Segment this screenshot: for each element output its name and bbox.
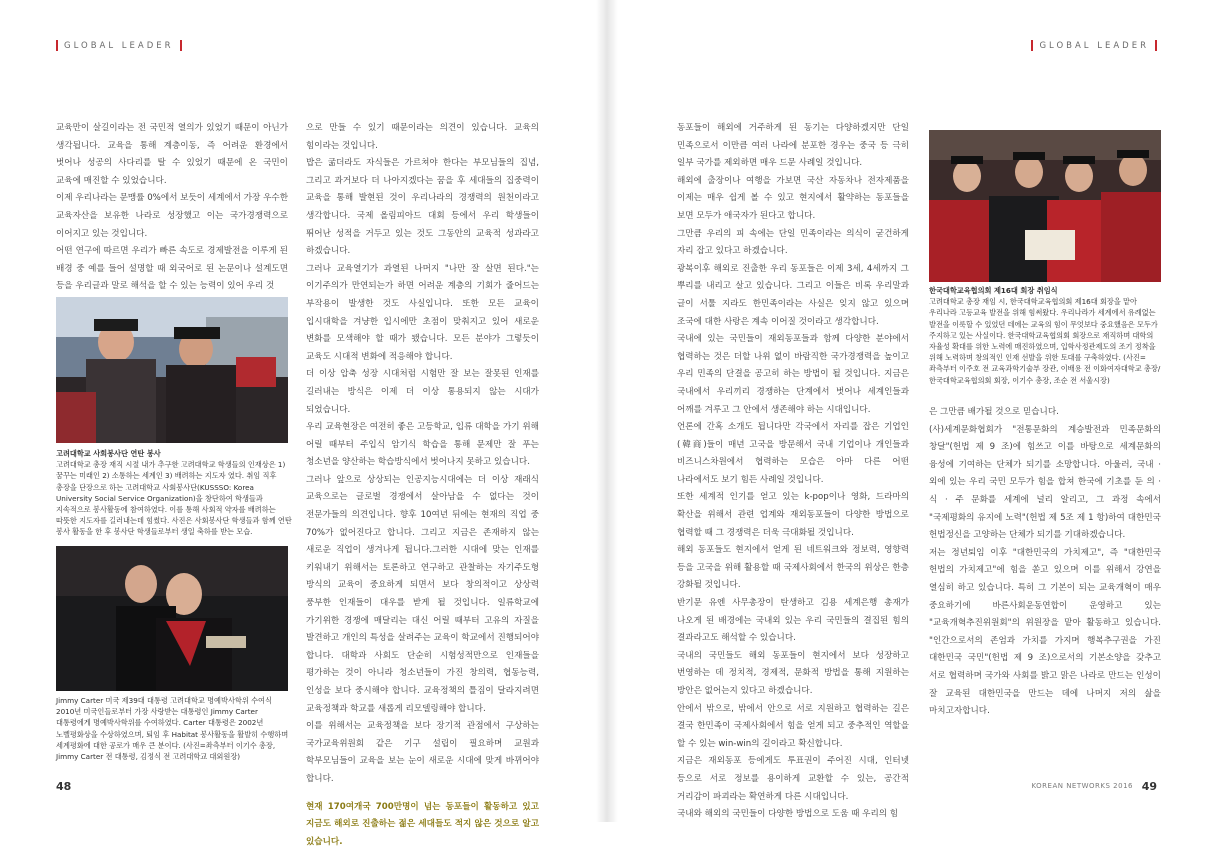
pull-quote: 현재 170여개국 700만명이 넘는 동포들이 활동하고 있고 지금도 해외로 진출하는 젊은 세대들도 적지 않은 것으로 알고 있습니다. (306, 801, 539, 847)
caption-text: Jimmy Carter 미국 제39대 대통령 고려대학교 명예박사학위 수여식 2010년 미국인들로부터 가장 사랑받는 대통령인 Jimmy Carter 대통령에게 명예박사학위를 수여하였다. Carter 대통령은 2002년 노벨평화상을 수상하였으며, 퇴임 후 Habitat 봉사활동을 활발히 수행하며 세계평화에 대한 공로가 매우 큰 분이다. (사진=좌측부터 이기수 총장, Jimmy Carter 전 대통령, 김정식 전 고려대학교 대외원장) (56, 696, 289, 762)
paragraph: 이를 위해서는 교육정책을 보다 장기적 관점에서 구상하는 국가교육위원회 같은 기구 설립이 필요하며 교원과 학부모님들이 교육을 보는 눈이 새로운 시대에 맞게 바뀌어야 합니다. (306, 721, 539, 784)
magazine-name: KOREAN NETWORKS 2016 (1031, 782, 1133, 790)
paragraph: 안에서 밖으로, 밖에서 안으로 서로 지원하고 협력하는 길은 결국 한민족이 국제사회에서 힘을 얻게 되고 중추적인 역할을 할 수 있는 win-win의 길이라고 확신합니다. (677, 703, 909, 749)
header-bar (56, 40, 58, 51)
page-number-right: 49 (1141, 780, 1157, 793)
inauguration-photo-caption (929, 285, 1165, 386)
caption-title: 고려대학교 사회봉사단 연탄 봉사 (56, 449, 161, 458)
paragraph: 으로 만들 수 있기 때문이라는 의견이 있습니다. 교육의 힘이라는 것입니다. (306, 123, 539, 151)
caption-text: 고려대학교 총장 재임 시, 한국대학교육협의회 제16대 회장을 맡아 우리나라 고등교육 발전을 위해 힘써왔다. 우리나라가 세계에서 유례없는 발전을 이룩할 수 있었던 데에는 교육의 힘이 무엇보다 중요했음은 모두가 주지하고 있는 사실이다. 한국대학교육협의회 회장으로 재직하며 대학의 자율성 확대를 위한 노력에 매진하였으며, 입학사정관제도의 조기 정착을 위해 노력하며 창의적인 인재 선발을 위한 토대를 구축하였다. (사진=좌측부터 이주호 전 교육과학기술부 장관, 이배용 전 이화여자대학교 총장/ 한국대학교육협의회 회장, 이기수 총장, 조순 전 서울시장) (929, 297, 1161, 385)
paragraph: 교육만이 살길이라는 전 국민적 열의가 있었기 때문이 아닌가 생각됩니다. 교육을 통해 계층이동, 즉 어려운 환경에서 벗어나 성공의 사다리를 탈 수 있었기 때문에 온 국민이 교육에 매진할 수 있었습니다. (56, 123, 288, 186)
paragraph: 광복이후 해외로 진출한 우리 동포들은 이제 3세, 4세까지 그 뿌리를 내리고 살고 있습니다. 그리고 이들은 비록 우리말과 글이 서툴 지라도 한민족이라는 사실은 잊지 않고 있으며 조국에 대한 사랑은 계속 이어질 것이라고 생각합니다. (677, 263, 909, 327)
paragraph: 이제 우리나라는 문맹률 0%에서 보듯이 세계에서 가장 우수한 교육자산을 보유한 나라로 성장했고 이는 국가경쟁력으로 이어지고 있는 것입니다. (56, 193, 288, 239)
paragraph: 그러나 앞으로 상상되는 인공지능시대에는 더 이상 재래식 교육으로는 글로벌 경쟁에서 살아남을 수 없다는 것이 전문가들의 의견입니다. 향후 10여년 뒤에는 현재의 직업 중 70%가 없어진다고 합니다. 그리고 지금은 존재하지 않는 새로운 직업이 생겨나게 됩니다.그러한 시대에 맞는 인재를 키워내기 위해서는 토론하고 연구하고 관찰하는 자기주도형 방식의 교육이 중요하게 되면서 보다 창의적이고 상상력 풍부한 인재들이 대우를 받게 될 것입니다. 일류학교에 가기위한 경쟁에 매달리는 대신 어릴 때부터 고유의 자질을 발견하고 개인의 특성을 살려주는 교육이 학교에서 진행되어야 합니다. 대학과 사회도 단순히 시험성적만으로 인재들을 평가하는 것이 아니라 청소년들이 가진 창의력, 협동능력, 인성을 보다 중시해야 합니다. 교육정책의 틀짐이 달라지려면 교육정책과 학교를 새롭게 리모델링해야 합니다. (306, 474, 539, 714)
right-page-header (1031, 40, 1157, 51)
inauguration-photo (929, 130, 1161, 282)
paragraph: 우리 교육현장은 여전히 좋은 고등학교, 입류 대학을 가기 위해 어릴 때부터 주입식 암기식 학습을 통해 문제만 잘 푸는 청소년을 양산하는 학습방식에서 벗어나지 못하고 있습니다. (306, 422, 539, 468)
paragraph: 어떤 연구에 따르면 우리가 빠른 속도로 경제발전을 이루게 된 배경 중 예를 들어 설명할 때 외국어로 된 논문이나 설계도면 등을 우리글과 말로 해석을 할 수 있는 능력이 있어 우리 것 (56, 246, 288, 292)
paragraph: 언론에 간혹 소개도 됩니다만 각국에서 자리를 잡은 기업인(韓商)들이 매년 고국을 방문해서 국내 기업이나 개인들과 비즈니스차원에서 협력하는 모습은 아마 다른 어떤 나라에서도 보기 힘든 사례일 것입니다. (677, 422, 909, 485)
paragraph: 국내에 있는 국민들이 재외동포들과 함께 다양한 분야에서 협력하는 것은 더할 나위 없이 바람직한 국가경쟁력을 높이고 우리 민족의 단결을 공고히 하는 방법이 될 것입니다. 지금은 국내에서 우리끼리 경쟁하는 단계에서 벗어나 세계인들과 어깨를 겨루고 그 안에서 생존해야 하는 시대입니다. (677, 334, 909, 415)
right-header-text: GLOBAL LEADER (1039, 40, 1149, 51)
column-4 (929, 404, 1161, 717)
paragraph: 밥은 굶더라도 자식들은 가르쳐야 한다는 부모님들의 집념, 그리고 과거보다 더 나아지겠다는 꿈을 후 세대들의 집중력이 교육을 통해 발현된 것이 우리나라의 경쟁력의 원천이라고 생각합니다. 국제 올림피아드 대회 등에서 우리 학생들이 뛰어난 성적을 거두고 있는 것도 그동안의 교육적 성과라고 하겠습니다. (306, 158, 539, 257)
left-header-text: GLOBAL LEADER (64, 40, 174, 51)
paragraph: 그만큼 우리의 피 속에는 단일 민족이라는 의식이 굳건하게 자리 잡고 있다고 하겠습니다. (677, 228, 909, 257)
page-number-left: 48 (56, 780, 72, 793)
paragraph: 해외에 출장이나 여행을 가보면 국산 자동차나 전자제품을 이제는 매우 쉽게 볼 수 있고 현지에서 활약하는 동포들을 보면 모두가 애국자가 된다고 합니다. (677, 175, 909, 221)
paragraph: 국내의 국민들도 해외 동포들이 현지에서 보다 성장하고 번영하는 데 정치적, 경제적, 문화적 방법을 통해 지원하는 방안은 없어는지 있다고 하겠습니다. (677, 650, 909, 696)
paragraph: 그러나 교육열기가 과열된 나머지 "나만 잘 살면 된다."는 이기주의가 만연되는가 하면 어려운 계층의 기회가 줄어드는 부작용이 발생한 것도 사실입니다. 또한 모든 교육이 입시대학을 겨냥한 입시에만 초점이 맞춰지고 있어 새로운 변화를 모색해야 할 때가 됐습니다. 모든 분야가 그렇듯이 교육도 시대적 변화에 적응해야 합니다. (306, 263, 539, 362)
paragraph: 지금은 재외동포 등에게도 투표권이 주어진 시대, 인터넷 등으로 서로 정보를 용이하게 교환할 수 있는, 공간적 거리감이 파괴라는 확연하게 다른 시대입니다. (677, 756, 909, 802)
paragraph: 반기문 유엔 사무총장이 탄생하고 김용 세계은행 총재가 나오게 된 배경에는 국내외 있는 우리 국민들의 결집된 힘의 결과라고도 해석할 수 있습니다. (677, 598, 909, 644)
gutter-shadow (596, 0, 618, 822)
paragraph: 더 이상 압축 성장 시대처럼 시험만 잘 보는 잘못된 인재를 길러내는 방식은 이제 더 이상 통용되지 않는 시대가 되었습니다. (306, 369, 539, 415)
header-bar (180, 40, 182, 51)
column-2 (306, 120, 539, 847)
paragraph: 국내와 해외의 국민들이 다양한 방법으로 도움 때 우리의 힘 (677, 809, 899, 820)
paragraph: 동포들이 해외에 거주하게 된 동기는 다양하겠지만 단일 민족으로서 이만큼 여러 나라에 분포한 경우는 중국 등 극히 일부 국가를 제외하면 매우 드문 사례일 것입니다. (677, 123, 909, 169)
volunteer-photo (56, 297, 288, 443)
paragraph: 또한 세계적 인기를 얻고 있는 k-pop이나 영화, 드라마의 확산을 위해서 관련 업계와 재외동포들이 다양한 방법으로 협력할 때 그 경쟁력은 더욱 극대화될 것입니다. (677, 492, 909, 538)
column-3 (677, 120, 909, 820)
carter-ceremony-photo (56, 546, 288, 691)
paragraph: 해외 동포들도 현지에서 얻게 된 네트워크와 정보력, 영향력 등을 고국을 위해 활용할 때 국제사회에서 한국의 위상은 한층 강화될 것입니다. (677, 545, 909, 591)
paragraph: (사)세계문화협회가 "전통문화의 계승발전과 민족문화의 창달"(헌법 제 9 조)에 힘쓰고 이를 바탕으로 세계문화의 융성에 기여하는 단체가 되기를 소망합니다. 아울러, 국내 · 외에 있는 우리 국민 모두가 힘을 합쳐 한국에 기초를 둔 의 · 식 · 주 문화를 세계에 널리 알리고, 그 과정 속에서 "국제평화의 유지에 노력"(헌법 제 5조 제 1 항)하여 대한민국 헌법정신을 고양하는 단체가 되기를 기대하겠습니다. (929, 424, 1161, 541)
caption-text: 고려대학교 총장 재직 시절 내가 추구한 고려대학교 학생들의 인재상은 1) 꿈꾸는 미래인 2) 소통하는 세계인 3) 배려하는 지도자 였다. 취임 직후 총장을 단장으로 하는 고려대학교 사회봉사단(KUSSSO: Korea University Social Service Organization)을 창단하여 학생들과 지속적으로 봉사활동에 참여하였다. 이를 통해 사회적 약자를 배려하는 따뜻한 지도자를 길러내는데 힘썼다. 사진은 사회봉사단 학생들과 함께 연탄 봉사 활동을 한 후 봉사단 학생들로부터 생일 축하를 받는 모습. (56, 460, 292, 537)
header-bar (1155, 40, 1157, 51)
column-1 (56, 120, 288, 290)
caption-title: 한국대학교육협의회 제16대 회장 취임식 (929, 286, 1058, 295)
paragraph: 은 그만큼 배가될 것으로 믿습니다. (929, 407, 1059, 417)
paragraph: 저는 정년퇴임 이후 "대한민국의 가치제고", 즉 "대한민국 헌법의 가치제고"에 힘을 쏟고 있으며 이를 위해서 강연을 열심히 하고 있습니다. 특히 그 기본이 되는 교육개혁이 매우 중요하기에 바른사회운동연합이 운영하고 있는 "교육개혁추진위원회"의 위원장을 맡아 활동하고 있습니다. "인간으로서의 존엄과 가치를 가지며 행복추구권을 가진 대한민국 국민"(헌법 제 9 조)으로서의 기본소양을 갖추고 서로 협력하며 국가와 사회를 밝고 맑은 나라로 만드는 인성이 잘 교육된 대한민국을 만드는 데에 나머지 저의 삶을 마치고자합니다. (929, 547, 1161, 717)
header-bar (1031, 40, 1033, 51)
volunteer-photo-caption (56, 448, 292, 538)
left-page-header (56, 40, 182, 51)
carter-photo-caption (56, 695, 292, 762)
